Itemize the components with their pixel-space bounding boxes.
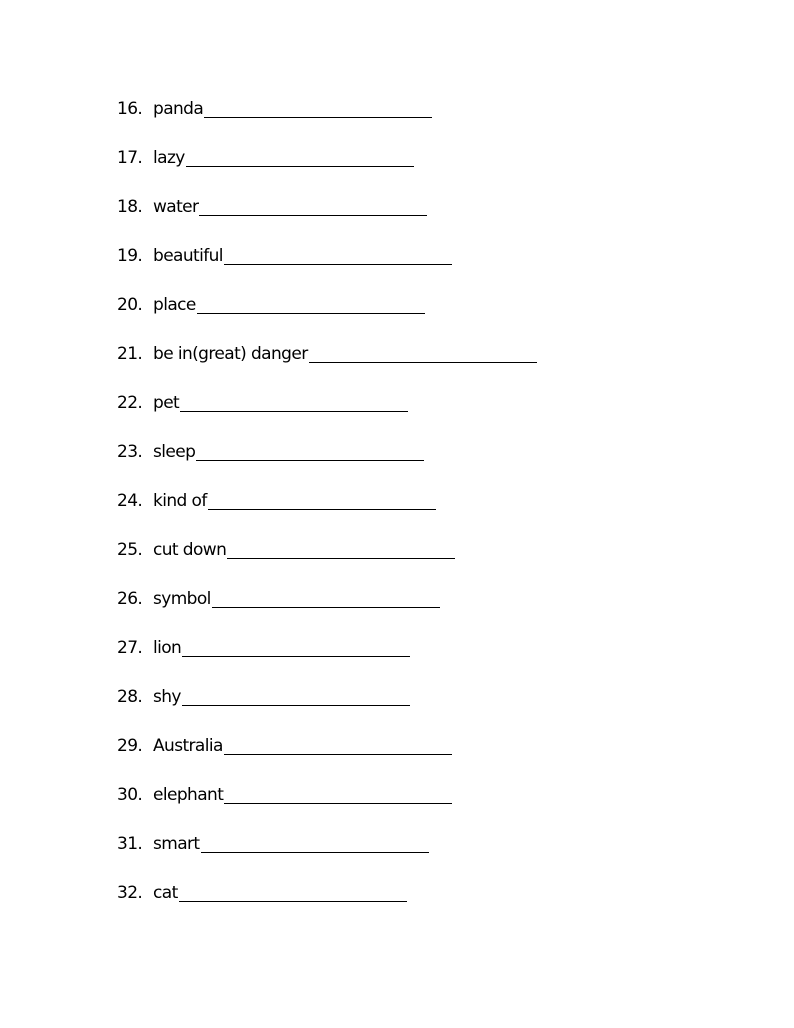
worksheet-item xyxy=(117,146,717,195)
answer-blank xyxy=(208,489,436,510)
worksheet-item xyxy=(117,538,717,587)
item-word: smart xyxy=(153,834,200,854)
item-word: cat xyxy=(153,883,178,903)
item-word: be in(great) danger xyxy=(153,344,308,364)
answer-blank xyxy=(227,538,455,559)
worksheet-item xyxy=(117,440,717,489)
item-word: sleep xyxy=(153,442,196,462)
item-word: beautiful xyxy=(153,246,223,266)
answer-blank xyxy=(186,146,414,167)
item-word: symbol xyxy=(153,589,211,609)
item-number: 19. xyxy=(117,246,143,266)
item-word: shy xyxy=(153,687,181,707)
answer-blank xyxy=(196,440,424,461)
answer-blank xyxy=(224,734,452,755)
answer-blank xyxy=(201,832,429,853)
worksheet-item xyxy=(117,391,717,440)
worksheet-item xyxy=(117,783,717,832)
item-word: pet xyxy=(153,393,180,413)
item-number: 29. xyxy=(117,736,143,756)
answer-blank xyxy=(182,685,410,706)
item-number: 18. xyxy=(117,197,143,217)
item-number: 32. xyxy=(117,883,143,903)
item-word: cut down xyxy=(153,540,227,560)
vocabulary-worksheet xyxy=(117,97,717,930)
worksheet-item xyxy=(117,636,717,685)
worksheet-item xyxy=(117,734,717,783)
answer-blank xyxy=(182,636,410,657)
worksheet-item xyxy=(117,195,717,244)
answer-blank xyxy=(309,342,537,363)
item-word: lion xyxy=(153,638,182,658)
answer-blank xyxy=(179,881,407,902)
worksheet-item xyxy=(117,244,717,293)
item-number: 23. xyxy=(117,442,143,462)
item-number: 16. xyxy=(117,99,143,119)
item-number: 17. xyxy=(117,148,143,168)
item-number: 27. xyxy=(117,638,143,658)
answer-blank xyxy=(224,783,452,804)
item-number: 21. xyxy=(117,344,143,364)
worksheet-item xyxy=(117,342,717,391)
item-word: water xyxy=(153,197,199,217)
worksheet-item xyxy=(117,832,717,881)
answer-blank xyxy=(180,391,408,412)
item-number: 28. xyxy=(117,687,143,707)
answer-blank xyxy=(212,587,440,608)
item-word: kind of xyxy=(153,491,207,511)
item-word: lazy xyxy=(153,148,185,168)
worksheet-item xyxy=(117,881,717,930)
worksheet-item xyxy=(117,685,717,734)
worksheet-item xyxy=(117,97,717,146)
worksheet-item xyxy=(117,587,717,636)
answer-blank xyxy=(199,195,427,216)
item-number: 26. xyxy=(117,589,143,609)
item-number: 24. xyxy=(117,491,143,511)
item-word: panda xyxy=(153,99,204,119)
answer-blank xyxy=(204,97,432,118)
item-number: 31. xyxy=(117,834,143,854)
item-number: 20. xyxy=(117,295,143,315)
item-number: 25. xyxy=(117,540,143,560)
worksheet-item xyxy=(117,489,717,538)
item-number: 22. xyxy=(117,393,143,413)
item-number: 30. xyxy=(117,785,143,805)
item-word: place xyxy=(153,295,196,315)
item-word: Australia xyxy=(153,736,223,756)
answer-blank xyxy=(224,244,452,265)
answer-blank xyxy=(197,293,425,314)
item-word: elephant xyxy=(153,785,224,805)
worksheet-item xyxy=(117,293,717,342)
